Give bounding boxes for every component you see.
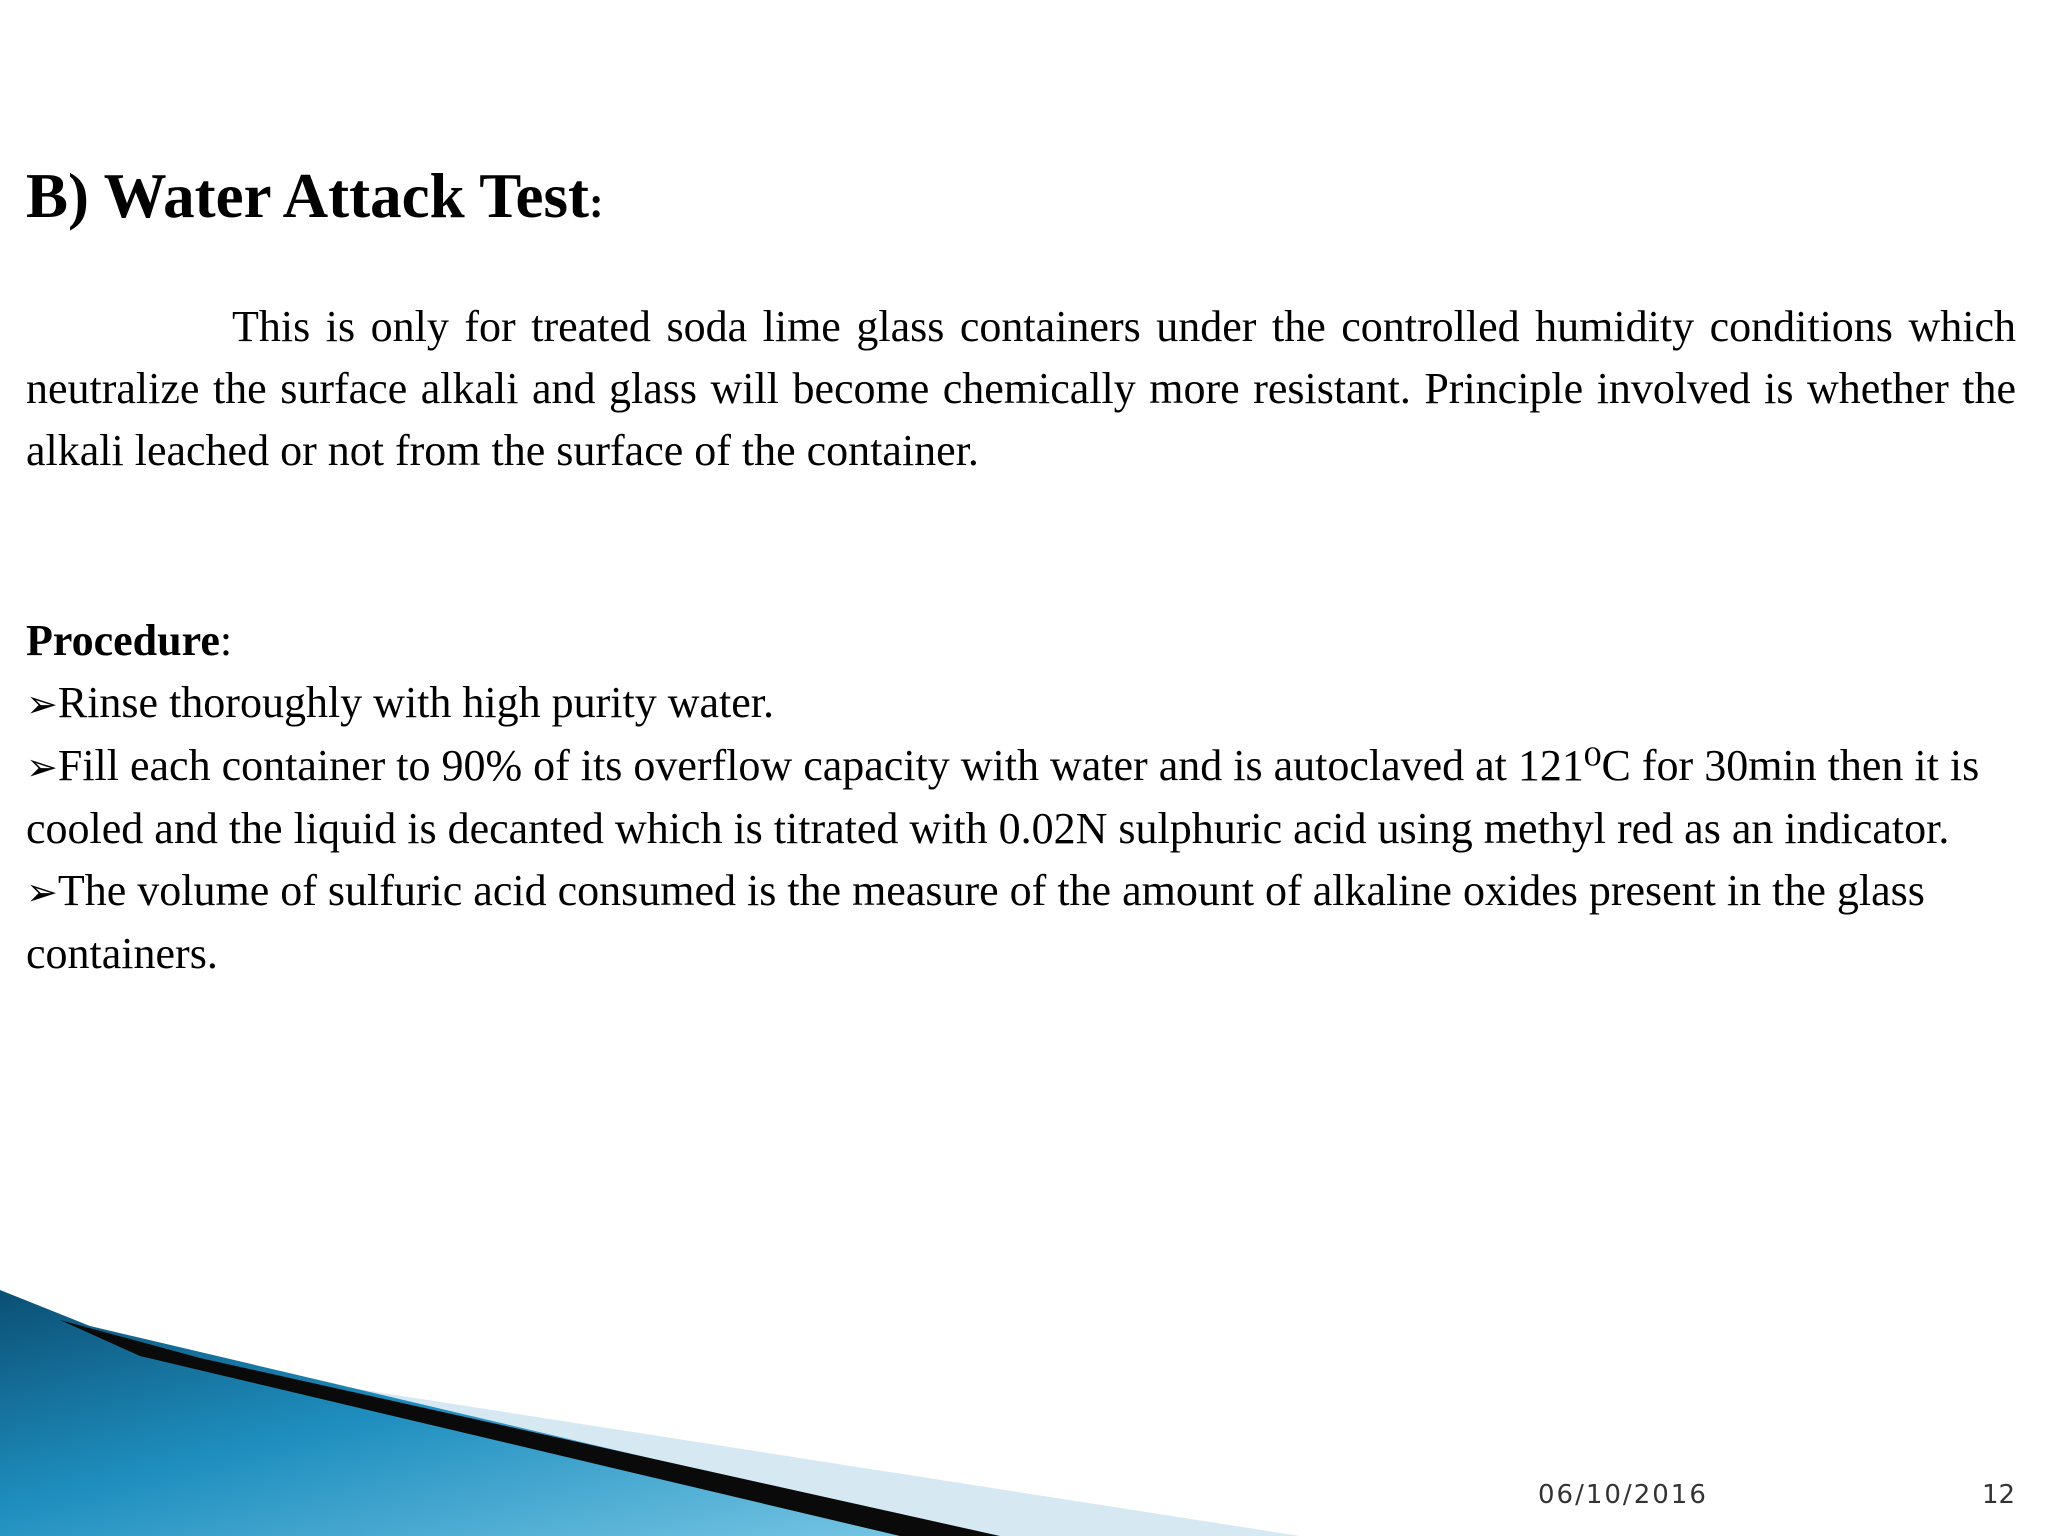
procedure-step-text: Fill each container to 90% of its overflow capacity with water and is autoclaved at 121⁰C for 30min then it is cooled and the liquid is decanted which is titrated with 0.02N sulphuric acid using methyl red as an indicator.: [26, 741, 1980, 853]
intro-paragraph: [26, 296, 2016, 482]
procedure-step-text: Rinse thoroughly with high purity water.: [57, 678, 775, 727]
procedure-heading-colon: :: [219, 616, 233, 665]
procedure-heading-line: [26, 610, 2016, 672]
procedure-heading: Procedure: [26, 616, 220, 665]
page-number: 12: [1982, 1480, 2016, 1510]
arrow-bullet-icon: ➢: [26, 870, 58, 914]
procedure-step: [26, 735, 2016, 860]
procedure-step-text: The volume of sulfuric acid consumed is the measure of the amount of alkaline oxides present in the glass containers.: [26, 866, 1925, 978]
procedure-step: [26, 672, 2016, 735]
procedure-section: [26, 610, 2016, 985]
arrow-bullet-icon: ➢: [26, 745, 58, 789]
footer-date: 06/10/2016: [1538, 1480, 1708, 1510]
arrow-bullet-icon: ➢: [26, 682, 58, 726]
slide-title-text: B) Water Attack Test: [26, 161, 589, 231]
slide-title: [26, 158, 604, 241]
intro-text: This is only for treated soda lime glass containers under the controlled humidity conditions which neutralize the surface alkali and glass will become chemically more resistant. Principle involved is whether the alkali leached or not from the surface of the container.: [26, 302, 2016, 475]
decorative-swoosh: [0, 1290, 1300, 1536]
procedure-step: [26, 860, 2016, 985]
slide-title-colon: :: [588, 178, 604, 227]
